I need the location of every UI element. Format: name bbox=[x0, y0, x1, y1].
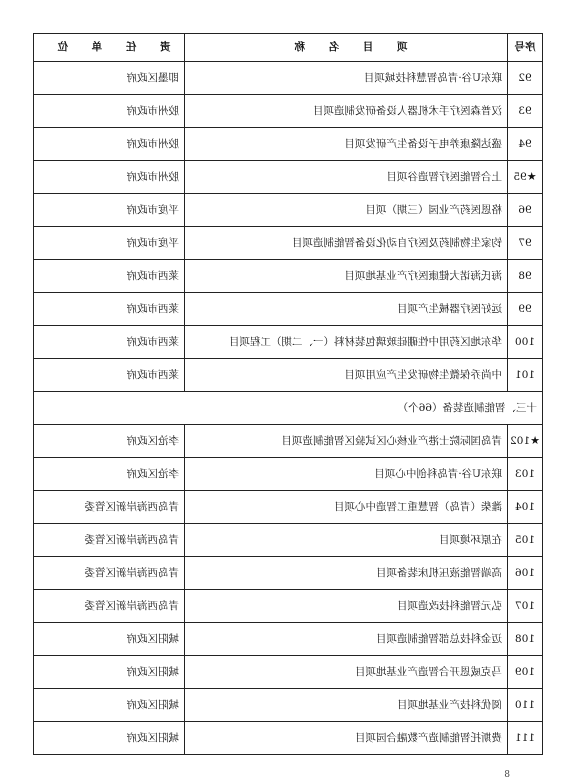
row-seq bbox=[508, 689, 543, 722]
project-table bbox=[33, 33, 543, 755]
header-seq: 序号 bbox=[508, 34, 543, 62]
row-seq-number: 100 bbox=[514, 335, 536, 348]
row-responsible-unit: 莱西市政府 bbox=[34, 359, 185, 392]
row-seq-number: 98 bbox=[518, 269, 532, 282]
table-row bbox=[34, 623, 543, 656]
row-seq-number: 101 bbox=[514, 368, 536, 381]
row-responsible-unit: 李沧区政府 bbox=[34, 425, 185, 458]
row-project-name: 青岛国际院士港产业核心区试验区智能制造项目 bbox=[185, 425, 508, 458]
row-project-name: 在原环境项目 bbox=[185, 524, 508, 557]
table-row bbox=[34, 128, 543, 161]
row-seq bbox=[508, 194, 543, 227]
row-seq-number: 103 bbox=[514, 467, 536, 480]
row-seq bbox=[508, 161, 543, 194]
row-project-name: 远好医疗器械生产项目 bbox=[185, 293, 508, 326]
header-unit: 责 任 单 位 bbox=[34, 34, 185, 62]
row-responsible-unit: 胶州市政府 bbox=[34, 161, 185, 194]
row-seq-number: 104 bbox=[514, 500, 536, 513]
row-seq bbox=[508, 491, 543, 524]
row-seq bbox=[508, 227, 543, 260]
table-row bbox=[34, 425, 543, 458]
row-seq bbox=[508, 590, 543, 623]
table-row bbox=[34, 293, 543, 326]
row-responsible-unit: 平度市政府 bbox=[34, 194, 185, 227]
row-project-name: 弘元智能科技改造项目 bbox=[185, 590, 508, 623]
row-project-name: 上合智能医疗智造谷项目 bbox=[185, 161, 508, 194]
row-seq-number: 106 bbox=[514, 566, 536, 579]
row-project-name: 华东地区药用中性硼硅玻璃包装材料（一、二期）工程项目 bbox=[185, 326, 508, 359]
table-row bbox=[34, 656, 543, 689]
row-responsible-unit: 城阳区政府 bbox=[34, 722, 185, 755]
row-seq-number: 97 bbox=[518, 236, 532, 249]
row-seq-number: 92 bbox=[518, 71, 532, 84]
row-seq bbox=[508, 425, 543, 458]
row-project-name: 盛达隆康养电子设备生产研发项目 bbox=[185, 128, 508, 161]
row-seq bbox=[508, 458, 543, 491]
table-row bbox=[34, 524, 543, 557]
row-seq-number: 110 bbox=[514, 698, 536, 711]
row-seq bbox=[508, 524, 543, 557]
table-row bbox=[34, 161, 543, 194]
table-row bbox=[34, 227, 543, 260]
star-icon: ★ bbox=[526, 170, 537, 183]
row-project-name: 中尚乔保微生物研发生产应用项目 bbox=[185, 359, 508, 392]
row-project-name: 联东U谷·青岛智慧科技城项目 bbox=[185, 62, 508, 95]
row-responsible-unit: 即墨区政府 bbox=[34, 62, 185, 95]
section-row bbox=[34, 392, 543, 425]
row-responsible-unit: 城阳区政府 bbox=[34, 656, 185, 689]
row-seq bbox=[508, 623, 543, 656]
row-seq bbox=[508, 260, 543, 293]
row-seq-number: 108 bbox=[514, 632, 536, 645]
table-row bbox=[34, 326, 543, 359]
row-seq-number: 109 bbox=[514, 665, 536, 678]
row-seq-number: 93 bbox=[518, 104, 532, 117]
row-seq-number: 105 bbox=[514, 533, 536, 546]
table-row bbox=[34, 689, 543, 722]
row-seq-number: 102 bbox=[510, 435, 531, 447]
table-row bbox=[34, 62, 543, 95]
row-project-name: 迈金科技总部智能制造项目 bbox=[185, 623, 508, 656]
table-row bbox=[34, 260, 543, 293]
row-project-name: 格恩医药产业园（三期）项目 bbox=[185, 194, 508, 227]
row-project-name: 潍柴（青岛）智慧重工智造中心项目 bbox=[185, 491, 508, 524]
row-responsible-unit: 青岛西海岸新区管委 bbox=[34, 491, 185, 524]
table-row bbox=[34, 590, 543, 623]
table-row bbox=[34, 194, 543, 227]
table-row bbox=[34, 491, 543, 524]
table-row bbox=[34, 95, 543, 128]
row-responsible-unit: 青岛西海岸新区管委 bbox=[34, 590, 185, 623]
row-seq bbox=[508, 62, 543, 95]
table-row bbox=[34, 458, 543, 491]
row-responsible-unit: 平度市政府 bbox=[34, 227, 185, 260]
row-responsible-unit: 莱西市政府 bbox=[34, 326, 185, 359]
row-project-name: 联东U谷·青岛科创中心项目 bbox=[185, 458, 508, 491]
row-seq-number: 95 bbox=[513, 171, 527, 183]
row-seq bbox=[508, 656, 543, 689]
row-responsible-unit: 莱西市政府 bbox=[34, 293, 185, 326]
page-number: 8 bbox=[504, 770, 510, 780]
row-seq-number: 107 bbox=[514, 599, 536, 612]
row-responsible-unit: 城阳区政府 bbox=[34, 623, 185, 656]
row-seq-number: 94 bbox=[518, 137, 532, 150]
row-responsible-unit: 青岛西海岸新区管委 bbox=[34, 557, 185, 590]
row-seq bbox=[508, 95, 543, 128]
row-responsible-unit: 莱西市政府 bbox=[34, 260, 185, 293]
header-name: 项 目 名 称 bbox=[185, 34, 508, 62]
row-responsible-unit: 青岛西海岸新区管委 bbox=[34, 524, 185, 557]
table-row bbox=[34, 557, 543, 590]
row-seq bbox=[508, 293, 543, 326]
section-heading: 十三、智能制造装备（66个） bbox=[34, 392, 543, 425]
row-seq bbox=[508, 557, 543, 590]
table-header bbox=[34, 34, 543, 62]
row-seq-number: 111 bbox=[514, 731, 536, 744]
row-project-name: 海氏海诺大健康医疗产业基地项目 bbox=[185, 260, 508, 293]
row-project-name: 高端智能液压机床装备项目 bbox=[185, 557, 508, 590]
row-seq-number: 99 bbox=[518, 302, 532, 315]
row-project-name: 马克威恩开合智造产业基地项目 bbox=[185, 656, 508, 689]
star-icon: ★ bbox=[530, 434, 540, 447]
row-responsible-unit: 胶州市政府 bbox=[34, 128, 185, 161]
table-row bbox=[34, 359, 543, 392]
row-responsible-unit: 胶州市政府 bbox=[34, 95, 185, 128]
row-project-name: 费斯托智能制造产数融合园项目 bbox=[185, 722, 508, 755]
table-row bbox=[34, 722, 543, 755]
row-responsible-unit: 李沧区政府 bbox=[34, 458, 185, 491]
row-seq bbox=[508, 326, 543, 359]
row-project-name: 阅优科技产业基地项目 bbox=[185, 689, 508, 722]
row-seq bbox=[508, 722, 543, 755]
row-responsible-unit: 城阳区政府 bbox=[34, 689, 185, 722]
row-seq-number: 96 bbox=[518, 203, 532, 216]
row-seq bbox=[508, 128, 543, 161]
row-project-name: 钧家生物制药及医疗自动化设备智能制造项目 bbox=[185, 227, 508, 260]
row-project-name: 汉普森医疗手术机器人设备研发制造项目 bbox=[185, 95, 508, 128]
row-seq bbox=[508, 359, 543, 392]
